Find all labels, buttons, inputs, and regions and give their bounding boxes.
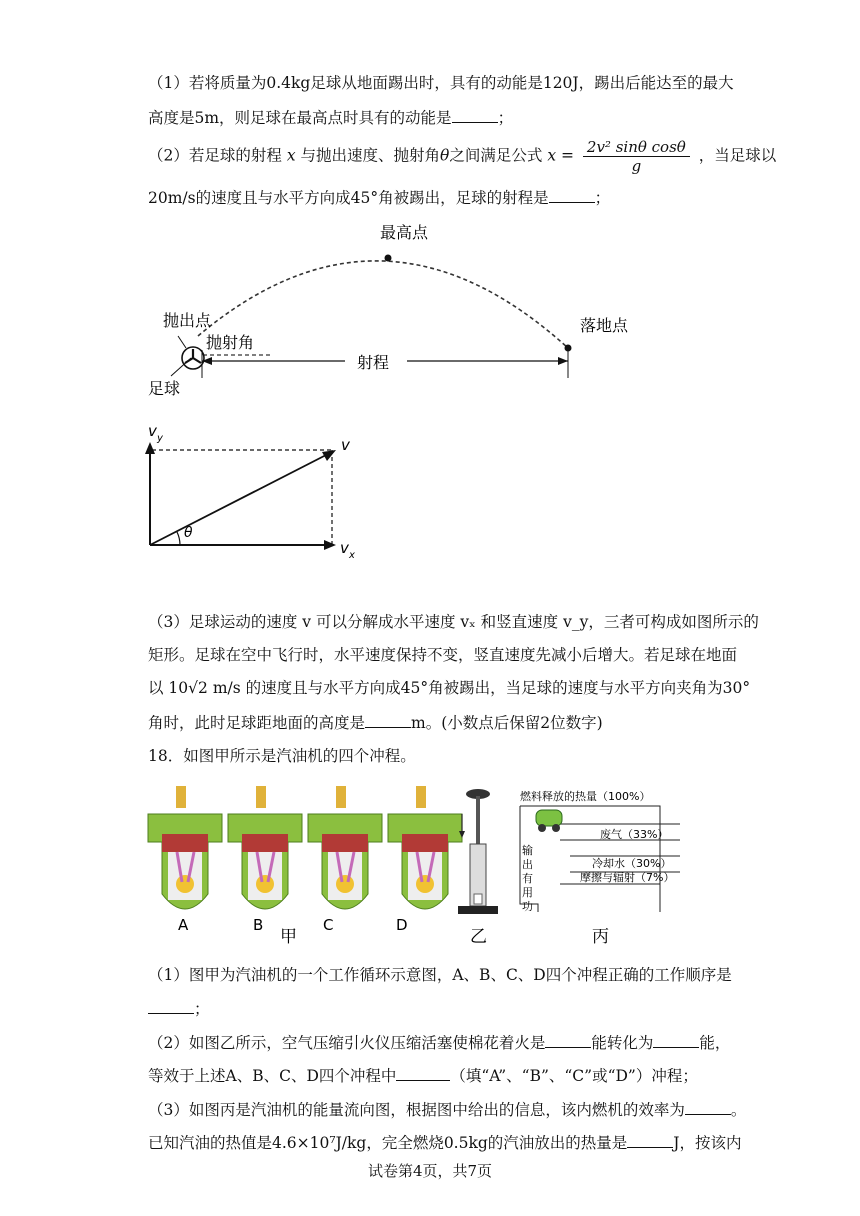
football-icon — [182, 347, 204, 369]
answer-blank[interactable] — [549, 186, 595, 203]
answer-blank[interactable] — [545, 1031, 591, 1048]
q18-p3-text-b: 。 — [730, 1101, 747, 1119]
label-theta: θ — [184, 525, 193, 541]
q18-p2-text-a: （2）如图乙所示，空气压缩引火仪压缩活塞使棉花着火是 — [148, 1034, 546, 1052]
q17-p3-text: 角时，此时足球距地面的高度是 — [148, 714, 366, 732]
formula-numerator: 2v² sinθ cosθ — [583, 138, 690, 157]
label-output-5: 功 — [522, 900, 533, 913]
label-launch-point: 抛出点 — [163, 311, 212, 330]
q18-p1-line2 — [148, 997, 210, 1020]
q17-p2-line2 — [148, 186, 610, 209]
label-cooling-water: 冷却水（30%） — [592, 857, 672, 870]
label-v: v — [341, 436, 350, 454]
q17-p3-line4 — [148, 711, 603, 734]
label-stroke-b: B — [253, 916, 264, 934]
q17-p2-text-e: 20m/s的速度且与水平方向成45°角被踢出，足球的射程是 — [148, 189, 549, 207]
engine-stroke-b — [228, 786, 302, 934]
q18-p2-text-d: 等效于上述A、B、C、D四个冲程中 — [148, 1067, 397, 1085]
label-output-2: 出 — [522, 858, 533, 871]
q18-p2-text-c: 能， — [699, 1034, 731, 1052]
q18-p1-line1: （1）图甲为汽油机的一个工作循环示意图，A、B、C、D四个冲程正确的工作顺序是 — [148, 966, 732, 984]
q17-p3-end: m。(小数点后保留2位数字) — [411, 714, 603, 732]
energy-flow-diagram — [520, 789, 680, 913]
formula-lhs: x = — [547, 146, 574, 165]
var-x: x — [286, 146, 296, 165]
q18-p2-line2 — [148, 1064, 698, 1087]
label-launch-angle: 抛射角 — [206, 333, 255, 352]
label-friction-radiation: 摩擦与辐射（7%） — [580, 871, 675, 884]
label-figure-jia: 甲 — [280, 927, 297, 947]
engine-stroke-d — [388, 786, 462, 934]
q17-p3-line1: （3）足球运动的速度 v 可以分解成水平速度 vₓ 和竖直速度 v_y，三者可构成如图所示的 — [148, 613, 759, 631]
q18-p3-line2 — [148, 1131, 742, 1154]
label-output-1: 输 — [522, 844, 533, 857]
q18-p3-text-d: J，按该内 — [673, 1134, 742, 1152]
q18-p2-text-e: （填“A”、“B”、“C”或“D”）冲程； — [450, 1067, 698, 1085]
engine-figures — [140, 784, 680, 950]
q18-p2-line1 — [148, 1031, 730, 1054]
label-figure-bing: 丙 — [592, 927, 609, 947]
label-output-4: 用 — [522, 886, 533, 899]
q17-p2-end: ； — [594, 189, 611, 207]
q17-p1-end: ； — [497, 109, 514, 127]
engine-stroke-c — [308, 786, 382, 934]
label-waste-gas: 废气（33%） — [600, 828, 669, 841]
answer-blank[interactable] — [452, 106, 498, 123]
label-stroke-a: A — [178, 916, 189, 934]
q17-p2-text-d: ，当足球以 — [698, 146, 777, 165]
q18-p3-text-c: 已知汽油的热值是4.6×10⁷J/kg，完全燃烧0.5kg的汽油放出的热量是 — [148, 1134, 628, 1152]
answer-blank[interactable] — [396, 1064, 450, 1081]
label-highest-point: 最高点 — [380, 223, 429, 242]
q18-p2-text-b: 能转化为 — [591, 1034, 654, 1052]
label-vx: v — [340, 539, 349, 557]
label-ball: 足球 — [148, 379, 181, 398]
trajectory-figure — [148, 218, 648, 400]
label-vy: v — [148, 422, 157, 440]
air-compression-igniter — [458, 789, 498, 914]
q17-p1-line1: （1）若将质量为0.4kg足球从地面踢出时，具有的动能是120J，踢出后能达至的最大 — [148, 74, 734, 92]
label-landing-point: 落地点 — [580, 316, 629, 335]
q17-p1-line2 — [148, 106, 513, 129]
range-formula — [583, 138, 690, 175]
q17-p2-text-b: 与抛出速度、抛射角 — [300, 146, 441, 165]
q17-p3-line2: 矩形。足球在空中飞行时，水平速度保持不变，竖直速度先减小后增大。若足球在地面 — [148, 646, 738, 664]
label-range: 射程 — [357, 353, 390, 372]
q18-p3-line1 — [148, 1098, 746, 1121]
q18-p3-text-a: （3）如图丙是汽油机的能量流向图，根据图中给出的信息，该内燃机的效率为 — [148, 1101, 685, 1119]
var-theta: θ — [440, 146, 450, 165]
label-output-3: 有 — [522, 872, 533, 885]
q17-p2-text-c: 之间满足公式 — [449, 146, 543, 165]
label-stroke-c: C — [323, 916, 334, 934]
q17-p1-text: 高度是5m，则足球在最高点时具有的动能是 — [148, 109, 452, 127]
answer-blank[interactable] — [653, 1031, 699, 1048]
label-fuel-heat: 燃料释放的热量（100%） — [520, 790, 651, 803]
q18-p1-end: ； — [194, 1000, 210, 1018]
velocity-vector-figure — [140, 420, 380, 570]
label-figure-yi: 乙 — [470, 927, 487, 947]
highest-point-dot — [385, 255, 392, 262]
label-stroke-d: D — [396, 916, 408, 934]
page-footer: 试卷第4页，共7页 — [367, 1162, 493, 1180]
answer-blank[interactable] — [685, 1098, 731, 1115]
formula-denominator: g — [631, 157, 642, 175]
q18-title: 18．如图甲所示是汽油机的四个冲程。 — [148, 747, 416, 765]
engine-stroke-a — [148, 786, 222, 934]
q17-p2-line1 — [148, 138, 776, 175]
answer-blank[interactable] — [365, 711, 411, 728]
answer-blank[interactable] — [148, 997, 194, 1014]
answer-blank[interactable] — [627, 1131, 673, 1148]
q17-p3-line3: 以 10√2 m/s 的速度且与水平方向成45°角被踢出，当足球的速度与水平方向夹角为30° — [148, 679, 751, 697]
q17-p2-text-a: （2）若足球的射程 — [148, 146, 282, 165]
label-vy-subscript: y — [157, 433, 163, 444]
label-vx-subscript: x — [349, 550, 355, 561]
